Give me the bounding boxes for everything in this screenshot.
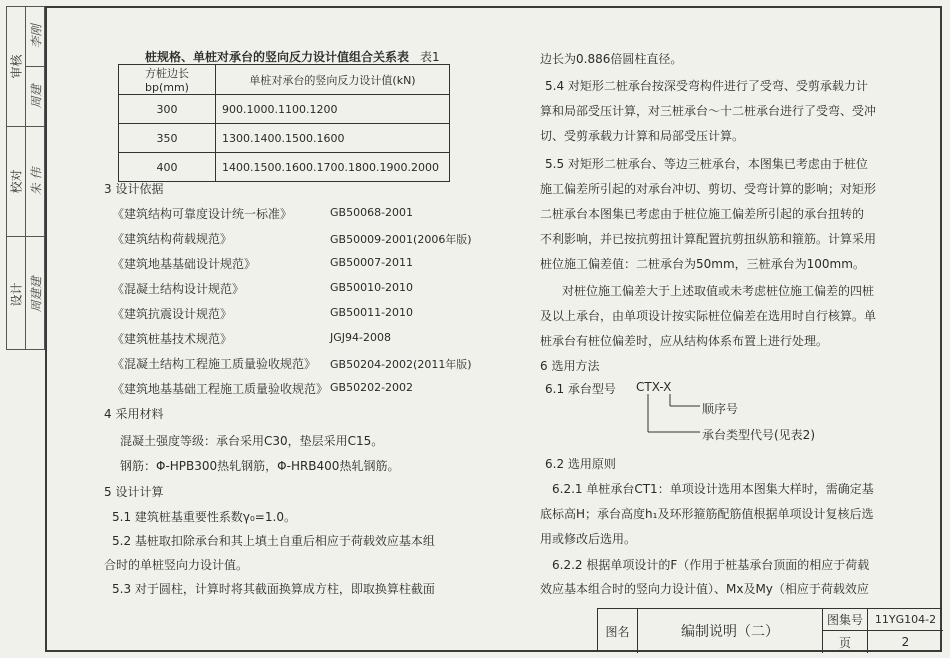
paragraph-line: 不利影响，并已按抗剪扭计算配置抗剪扭纵筋和箍筋。计算采用 bbox=[540, 232, 877, 246]
name-cell bbox=[26, 67, 45, 127]
model-code: CTX-X bbox=[636, 380, 672, 394]
section-heading: 6.2 选用原则 bbox=[545, 457, 616, 471]
reference-title: 《混凝土结构设计规范》 bbox=[112, 282, 245, 296]
paragraph-line: 混凝土强度等级：承台采用C30，垫层采用C15。 bbox=[120, 434, 384, 448]
paragraph-line: 6.2.2 根据单项设计的F（作用于桩基承台顶面的相应于荷载 bbox=[552, 558, 870, 572]
table-row bbox=[119, 153, 450, 182]
name-cell bbox=[26, 127, 45, 237]
reference-title: 《建筑结构可靠度设计统一标准》 bbox=[112, 207, 293, 221]
reference-code: GB50010-2010 bbox=[330, 281, 414, 294]
signoff-roles bbox=[7, 7, 26, 349]
section-heading: 6 选用方法 bbox=[540, 359, 600, 373]
paragraph-line: 施工偏差所引起的对承台冲切、剪切、受弯计算的影响；对矩形 bbox=[540, 182, 877, 196]
reference-code: JGJ94-2008 bbox=[330, 331, 391, 344]
signoff-strip bbox=[6, 6, 45, 350]
reference-code: GB50068-2001 bbox=[330, 206, 414, 219]
table-cell: 1400.1500.1600.1700.1800.1900.2000 bbox=[216, 153, 450, 182]
paragraph-line: 算和局部受压计算，对三桩承台～十二桩承台进行了受弯、受冲 bbox=[540, 104, 877, 118]
annotation-label: 顺序号 bbox=[702, 402, 739, 416]
role-cell bbox=[7, 237, 25, 351]
role-label: 设计 bbox=[9, 281, 24, 307]
reference-code: GB50011-2010 bbox=[330, 306, 414, 319]
paragraph-line: 5.2 基桩取扣除承台和其上填土自重后相应于荷载效应基本组 bbox=[112, 534, 435, 548]
section-heading: 3 设计依据 bbox=[104, 182, 164, 196]
paragraph-line: 底标高H；承台高度h₁及环形箍筋配筋值根据单项设计复核后选 bbox=[540, 507, 874, 521]
reference-code: GB50009-2001(2006年版) bbox=[330, 233, 472, 246]
paragraph-line: 5.3 对于圆柱，计算时将其截面换算成方柱，即取换算柱截面 bbox=[112, 582, 435, 596]
reference-title: 《建筑抗震设计规范》 bbox=[112, 307, 233, 321]
paragraph-line: 桩承台有桩位偏差时，应从结构体系布置上进行处理。 bbox=[540, 334, 829, 348]
table-header-row bbox=[119, 65, 450, 95]
table-cell: 350 bbox=[119, 124, 216, 153]
reference-code: GB50202-2002 bbox=[330, 381, 414, 394]
name-label: 周建建 bbox=[29, 275, 44, 313]
title-block bbox=[597, 608, 942, 652]
name-label: 李刚 bbox=[29, 24, 44, 49]
paragraph-line: 6.2.1 单桩承台CT1：单项设计选用本图集大样时，需确定基 bbox=[552, 482, 874, 496]
model-leader-lines bbox=[640, 394, 700, 440]
fig-name: 编制说明（二） bbox=[638, 609, 823, 653]
paragraph-line: 切、受剪承载力计算和局部受压计算。 bbox=[540, 129, 745, 143]
table-row bbox=[119, 124, 450, 153]
paragraph-line: 5.5 对矩形二桩承台、等边三桩承台，本图集已考虑由于桩位 bbox=[545, 157, 868, 171]
table-cell: 900.1000.1100.1200 bbox=[216, 95, 450, 124]
table-cell: 400 bbox=[119, 153, 216, 182]
role-label: 审核 bbox=[9, 54, 24, 79]
table-cell: 1300.1400.1500.1600 bbox=[216, 124, 450, 153]
paragraph-line: 钢筋：Φ-HPB300热轧钢筋，Φ-HRB400热轧钢筋。 bbox=[120, 459, 400, 473]
table-number: 表1 bbox=[420, 50, 440, 64]
set-label: 图集号 bbox=[823, 609, 868, 631]
role-cell bbox=[7, 127, 25, 237]
reference-code: GB50204-2002(2011年版) bbox=[330, 358, 472, 371]
header-cell: 方桩边长bp(mm) bbox=[119, 65, 216, 95]
name-cell bbox=[26, 7, 45, 67]
section-heading: 4 采用材料 bbox=[104, 407, 164, 421]
paragraph-line: 用或修改后选用。 bbox=[540, 532, 637, 546]
reference-code: GB50007-2011 bbox=[330, 256, 414, 269]
annotation-label: 承台类型代号(见表2) bbox=[702, 428, 815, 442]
paragraph-line: 5.1 建筑桩基重要性系数γ₀=1.0。 bbox=[112, 510, 296, 524]
set-number: 11YG104-2 bbox=[868, 609, 943, 631]
role-label: 校对 bbox=[9, 169, 24, 194]
paragraph-line: 二桩承台本图集已考虑由于桩位施工偏差所引起的承台扭转的 bbox=[540, 207, 865, 221]
page-number: 2 bbox=[901, 635, 910, 649]
reference-title: 《建筑地基基础工程施工质量验收规范》 bbox=[112, 382, 329, 396]
pile-spec-table bbox=[118, 64, 450, 182]
signoff-names bbox=[26, 7, 45, 349]
name-label: 朱 伟 bbox=[29, 167, 44, 196]
paragraph-line: 合时的单桩竖向力设计值。 bbox=[104, 558, 249, 572]
reference-title: 《建筑桩基技术规范》 bbox=[112, 332, 233, 346]
paragraph-line: 5.4 对矩形二桩承台按深受弯构件进行了受弯、受剪承载力计 bbox=[545, 79, 868, 93]
reference-title: 《建筑地基基础设计规范》 bbox=[112, 257, 257, 271]
paragraph-line: 及以上承台，由单项设计按实际桩位偏差在选用时自行核算。单 bbox=[540, 309, 877, 323]
paragraph-line: 桩位施工偏差值：二桩承台为50mm，三桩承台为100mm。 bbox=[540, 257, 865, 271]
section-heading: 5 设计计算 bbox=[104, 485, 164, 499]
name-label: 周建 bbox=[29, 84, 44, 109]
fig-label: 图名 bbox=[598, 609, 638, 653]
paragraph-line: 效应基本组合时的竖向力设计值）、Mx及My（相应于荷载效应 bbox=[540, 582, 869, 596]
paragraph-line: 边长为0.886倍圆柱直径。 bbox=[540, 52, 683, 66]
reference-title: 《混凝土结构工程施工质量验收规范》 bbox=[112, 357, 317, 371]
role-cell bbox=[7, 7, 25, 127]
table-cell: 300 bbox=[119, 95, 216, 124]
table-title: 桩规格、单桩对承台的竖向反力设计值组合关系表 bbox=[145, 50, 410, 64]
name-cell bbox=[26, 237, 45, 351]
table-row bbox=[119, 95, 450, 124]
page-label: 页 bbox=[823, 631, 868, 653]
paragraph-line: 6.1 承台型号 bbox=[545, 382, 616, 396]
paragraph-line: 对桩位施工偏差大于上述取值或未考虑桩位施工偏差的四桩 bbox=[562, 284, 875, 298]
header-cell: 单桩对承台的竖向反力设计值(kN) bbox=[216, 65, 450, 95]
reference-title: 《建筑结构荷载规范》 bbox=[112, 232, 233, 246]
